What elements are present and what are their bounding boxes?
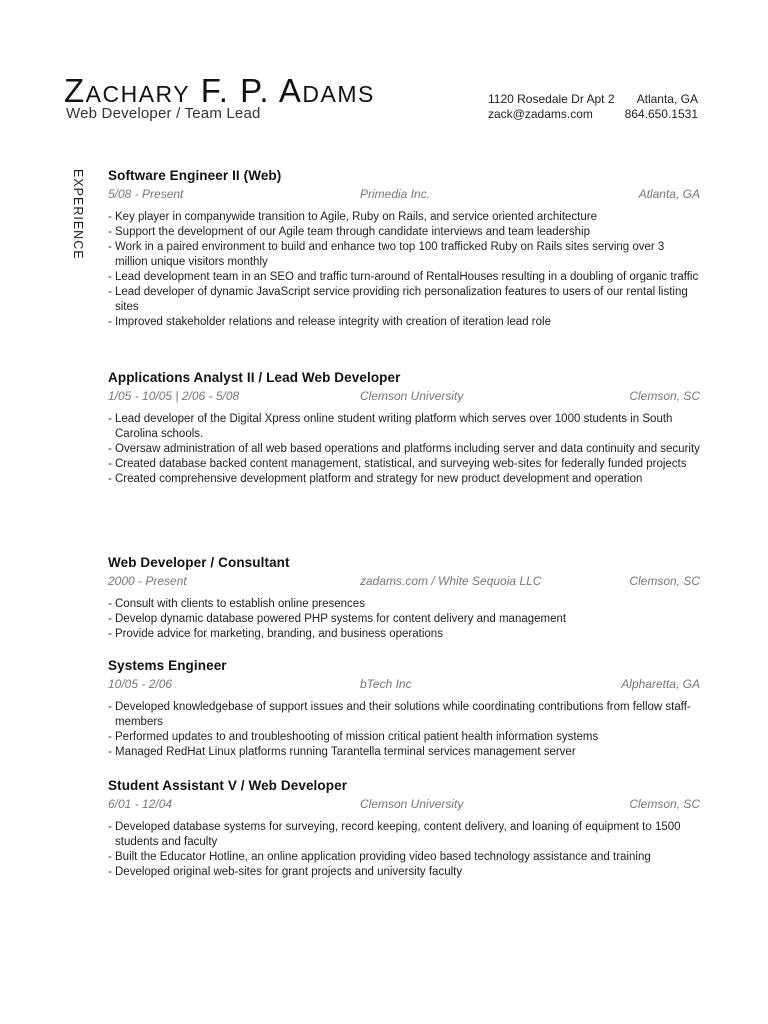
job-bullet: - Created database backed content management, statistical, and surveying web-sites for federally funded projects (108, 457, 700, 472)
job-meta (108, 677, 700, 692)
job-dates: 5/08 - Present (108, 187, 184, 201)
contact-address: 1120 Rosedale Dr Apt 2 (488, 92, 615, 106)
job-bullet-list (108, 820, 700, 880)
job-entry (108, 370, 700, 487)
job-bullet: - Lead development team in an SEO and traffic turn-around of RentalHouses resulting in a doubling of organic traffic (108, 270, 700, 285)
job-bullet-list (108, 597, 700, 642)
job-entry (108, 168, 700, 330)
job-bullet: - Oversaw administration of all web based operations and platforms including server and data continuity and security (108, 442, 700, 457)
job-bullet: - Work in a paired environment to build and enhance two top 100 trafficked Ruby on Rails sites serving over 3 million unique visitors monthly (108, 240, 700, 270)
contact-row-email (488, 107, 698, 122)
job-bullet: - Consult with clients to establish online presences (108, 597, 700, 612)
job-dates: 2000 - Present (108, 574, 187, 588)
job-bullet: - Develop dynamic database powered PHP systems for content delivery and management (108, 612, 700, 627)
job-bullet: - Key player in companywide transition to Agile, Ruby on Rails, and service oriented architecture (108, 210, 700, 225)
job-location: Alpharetta, GA (621, 677, 700, 691)
job-meta (108, 389, 700, 404)
job-title: Software Engineer II (Web) (108, 168, 282, 183)
job-bullet: - Built the Educator Hotline, an online application providing video based technology assistance and training (108, 850, 700, 865)
job-title: Systems Engineer (108, 658, 227, 673)
job-location: Clemson, SC (629, 797, 700, 811)
contact-block (488, 92, 698, 122)
job-bullet: - Lead developer of the Digital Xpress online student writing platform which serves over 1000 students in South Carolina schools. (108, 412, 700, 442)
job-bullet: - Support the development of our Agile team through candidate interviews and team leadership (108, 225, 700, 240)
job-organization: Clemson University (360, 389, 464, 403)
contact-phone: 864.650.1531 (624, 107, 698, 121)
job-bullet: - Developed knowledgebase of support issues and their solutions while coordinating contributions from fellow staff-members (108, 700, 700, 730)
job-bullet: - Created comprehensive development platform and strategy for new product development and operation (108, 472, 700, 487)
job-location: Atlanta, GA (638, 187, 700, 201)
contact-row-address (488, 92, 698, 107)
job-entry (108, 778, 700, 880)
job-meta (108, 187, 700, 202)
job-bullet: - Lead developer of dynamic JavaScript service providing rich personalization features to users of our rental listing sites (108, 285, 700, 315)
job-organization: Clemson University (360, 797, 464, 811)
resume-subtitle: Web Developer / Team Lead (66, 105, 261, 122)
job-location: Clemson, SC (629, 389, 700, 403)
job-bullet: - Developed original web-sites for grant projects and university faculty (108, 865, 700, 880)
job-location: Clemson, SC (629, 574, 700, 588)
job-title: Web Developer / Consultant (108, 555, 290, 570)
job-dates: 6/01 - 12/04 (108, 797, 173, 811)
resume-name: Zachary F. P. Adams (64, 72, 375, 109)
contact-email: zack@zadams.com (488, 107, 593, 121)
contact-city: Atlanta, GA (636, 92, 698, 106)
job-bullet-list (108, 700, 700, 760)
job-dates: 1/05 - 10/05 | 2/06 - 5/08 (108, 389, 240, 403)
job-bullet: - Managed RedHat Linux platforms running Tarantella terminal services management server (108, 745, 700, 760)
job-bullet: - Improved stakeholder relations and release integrity with creation of iteration lead role (108, 315, 700, 330)
job-dates: 10/05 - 2/06 (108, 677, 173, 691)
job-bullet-list (108, 412, 700, 487)
job-meta (108, 574, 700, 589)
job-organization: bTech Inc (360, 677, 412, 691)
section-label-experience: EXPERIENCE (71, 169, 85, 260)
job-title: Applications Analyst II / Lead Web Developer (108, 370, 401, 385)
job-entry (108, 555, 700, 642)
job-bullet: - Performed updates to and troubleshooting of mission critical patient health information systems (108, 730, 700, 745)
job-organization: zadams.com / White Sequoia LLC (360, 574, 542, 588)
job-bullet: - Developed database systems for surveying, record keeping, content delivery, and loaning of equipment to 1500 students and faculty (108, 820, 700, 850)
job-title: Student Assistant V / Web Developer (108, 778, 348, 793)
job-organization: Primedia Inc. (360, 187, 431, 201)
job-bullet: - Provide advice for marketing, branding, and business operations (108, 627, 700, 642)
job-meta (108, 797, 700, 812)
job-entry (108, 658, 700, 760)
job-bullet-list (108, 210, 700, 330)
